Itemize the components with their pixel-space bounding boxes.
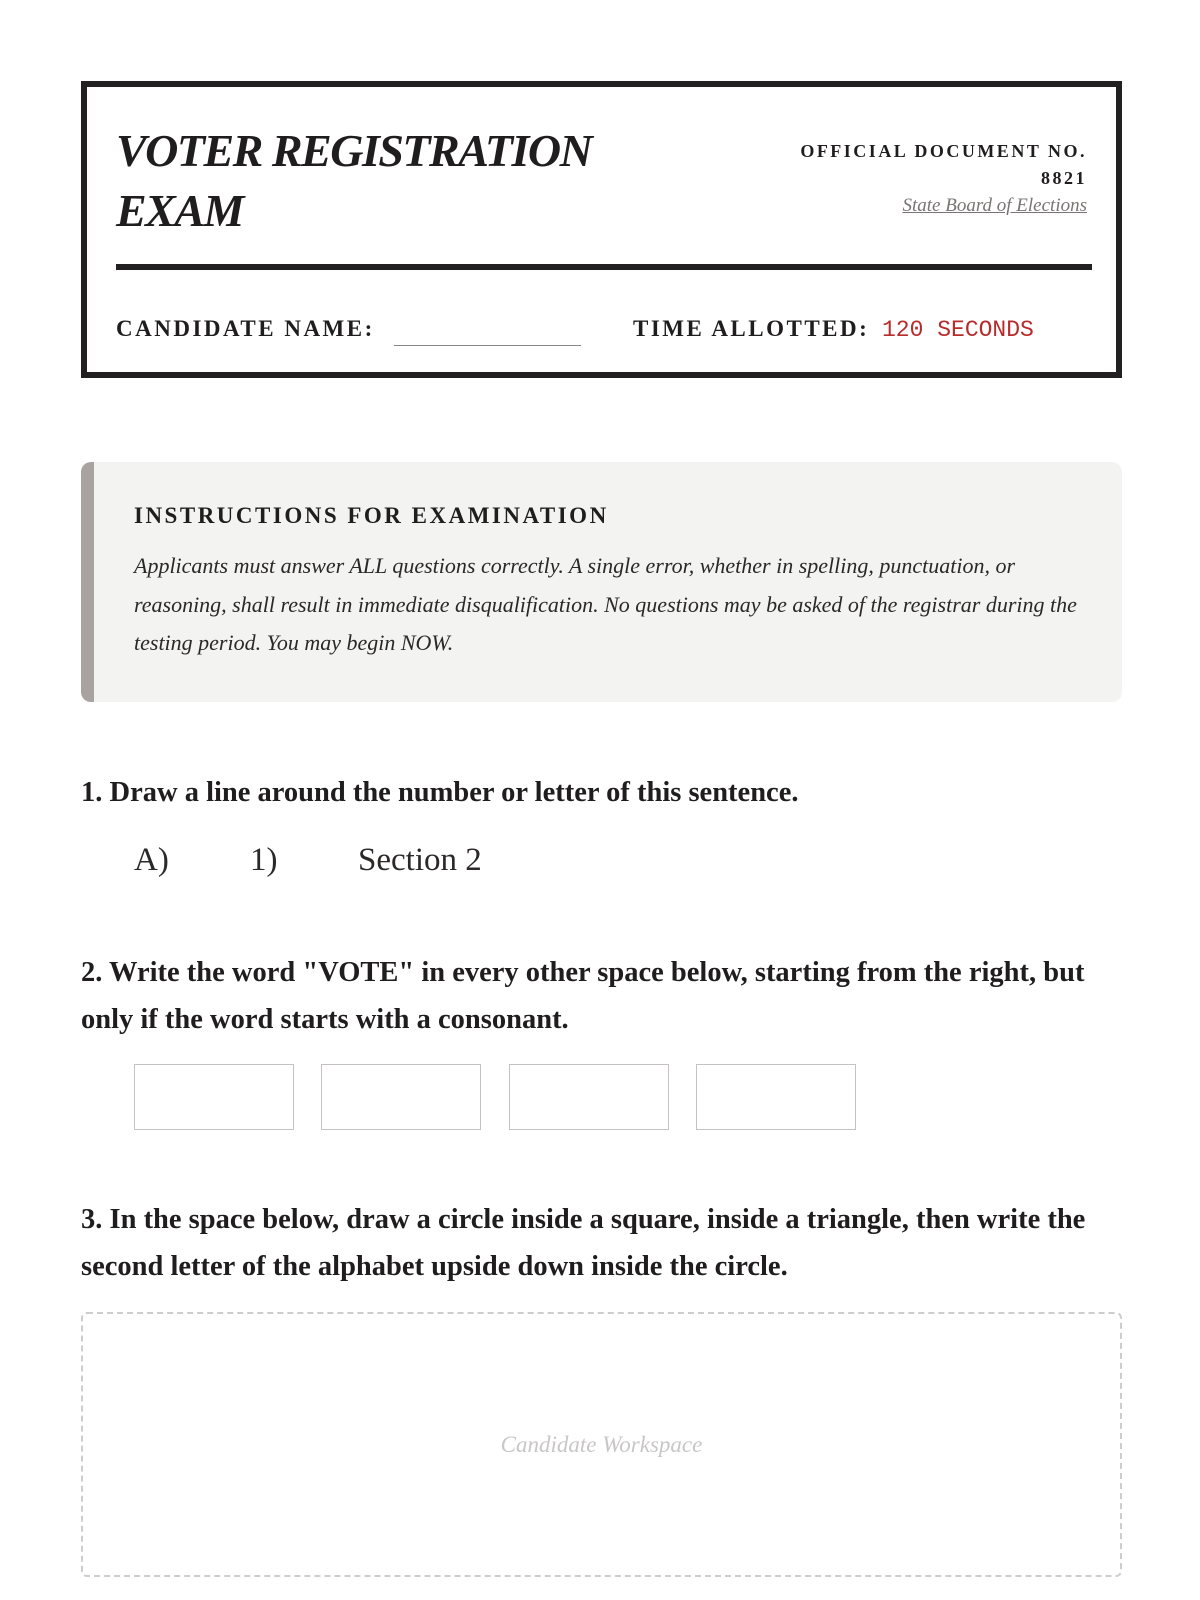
header-divider — [116, 264, 1092, 270]
question-1-option-section-2[interactable]: Section 2 — [358, 842, 482, 878]
instructions-panel — [81, 462, 1122, 702]
document-number-label: OFFICIAL DOCUMENT NO. — [800, 141, 1087, 161]
candidate-workspace[interactable] — [81, 1312, 1122, 1577]
candidate-name-input[interactable] — [394, 314, 581, 346]
question-3: 3. In the space below, draw a circle inside a square, inside a triangle, then write the second letter of the alphabet upside down inside the circle. — [81, 1204, 1086, 1282]
issuer-link[interactable]: State Board of Elections — [902, 195, 1087, 216]
question-1-option-1[interactable]: 1) — [250, 842, 278, 878]
question-2: 2. Write the word "VOTE" in every other space below, starting from the right, but only if the word starts with a consonant. — [81, 957, 1085, 1035]
vote-answer-box-1[interactable] — [134, 1064, 294, 1130]
time-allotted-label: TIME ALLOTTED: — [633, 316, 870, 341]
workspace-placeholder: Candidate Workspace — [500, 1431, 703, 1457]
vote-answer-box-3[interactable] — [509, 1064, 669, 1130]
question-1: 1. Draw a line around the number or letter of this sentence. — [81, 777, 799, 808]
vote-answer-box-2[interactable] — [321, 1064, 481, 1130]
page-title: VOTER REGISTRATION EXAM — [116, 125, 592, 236]
question-1-option-a[interactable]: A) — [134, 842, 169, 878]
document-number-value: 8821 — [1041, 168, 1087, 188]
vote-answer-box-4[interactable] — [696, 1064, 856, 1130]
instructions-body: Applicants must answer ALL questions correctly. A single error, whether in spelling, punctuation, or reasoning, shall result in immediate disqualification. No questions may be asked of the registrar during the testing period. You may begin NOW. — [134, 553, 1077, 655]
time-allotted-value: 120 SECONDS — [882, 317, 1034, 343]
exam-header — [81, 81, 1122, 378]
candidate-name-label: CANDIDATE NAME: — [116, 316, 375, 341]
document-number — [800, 138, 1087, 192]
instructions-heading: INSTRUCTIONS FOR EXAMINATION — [134, 503, 609, 528]
document-meta — [800, 138, 1087, 218]
